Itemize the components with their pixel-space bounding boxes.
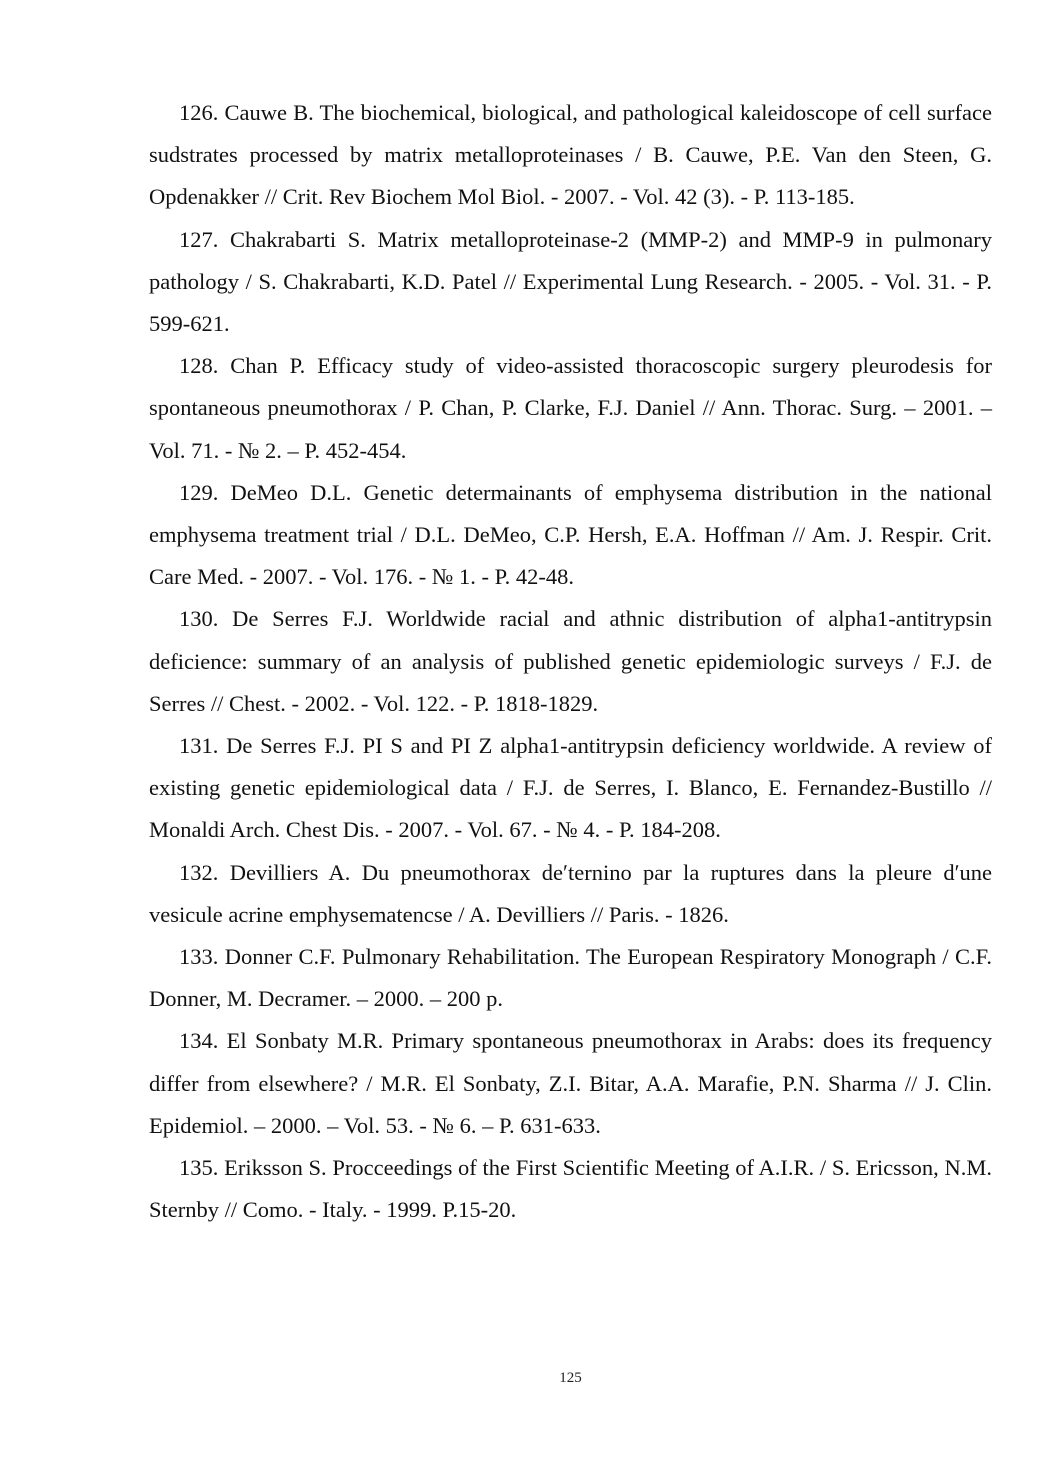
reference-132: 132. Devilliers A. Du pneumothorax deʹternino par la ruptures dans la pleure dʹune vesicule acrine emphysematencse / A. Devilliers // Paris. - 1826. (149, 859, 992, 927)
reference-135: 135. Eriksson S. Procceedings of the First Scientific Meeting of A.I.R. / S. Ericsson, N.M. Sternby // Como. - Italy. - 1999. P.15-20. (149, 1155, 992, 1223)
reference-126: 126. Cauwe B. The biochemical, biological, and pathological kaleidoscope of cell surface sudstrates processed by matrix metalloproteinases / B. Cauwe, P.E. Van den Steen, G. Opdenakker // Crit. Rev Biochem Mol Biol. - 2007. - Vol. 42 (3). - P. 113-185. (149, 100, 992, 210)
reference-131: 131. De Serres F.J. PI S and PI Z alpha1-antitrypsin deficiency worldwide. A review of existing genetic epidemiological data / F.J. de Serres, I. Blanco, E. Fernandez-Bustillo // Monaldi Arch. Chest Dis. - 2007. - Vol. 67. - № 4. - P. 184-208. (149, 733, 992, 843)
page-number: 125 (559, 1370, 582, 1386)
reference-133: 133. Donner C.F. Pulmonary Rehabilitation. The European Respiratory Monograph / C.F. Donner, M. Decramer. – 2000. – 200 p. (149, 944, 992, 1012)
reference-128: 128. Chan P. Efficacy study of video-assisted thoracoscopic surgery pleurodesis for spontaneous pneumothorax / P. Chan, P. Clarke, F.J. Daniel // Ann. Thorac. Surg. – 2001. – Vol. 71. - № 2. – P. 452-454. (149, 353, 992, 463)
reference-list (149, 92, 992, 1231)
reference-134: 134. El Sonbaty M.R. Primary spontaneous pneumothorax in Arabs: does its frequency differ from elsewhere? / M.R. El Sonbaty, Z.I. Bitar, A.A. Marafie, P.N. Sharma // J. Clin. Epidemiol. – 2000. – Vol. 53. - № 6. – P. 631-633. (149, 1028, 992, 1138)
reference-130: 130. De Serres F.J. Worldwide racial and athnic distribution of alpha1-antitrypsin deficience: summary of an analysis of published genetic epidemiologic surveys / F.J. de Serres // Chest. - 2002. - Vol. 122. - P. 1818-1829. (149, 606, 992, 716)
reference-127: 127. Chakrabarti S. Matrix metalloproteinase-2 (MMP-2) and MMP-9 in pulmonary pathology / S. Chakrabarti, K.D. Patel // Experimental Lung Research. - 2005. - Vol. 31. - P. 599-621. (149, 226, 992, 337)
reference-129: 129. DeMeo D.L. Genetic determainants of emphysema distribution in the national emphysema treatment trial / D.L. DeMeo, C.P. Hersh, E.A. Hoffman // Am. J. Respir. Crit. Care Med. - 2007. - Vol. 176. - № 1. - P. 42-48. (149, 479, 992, 590)
